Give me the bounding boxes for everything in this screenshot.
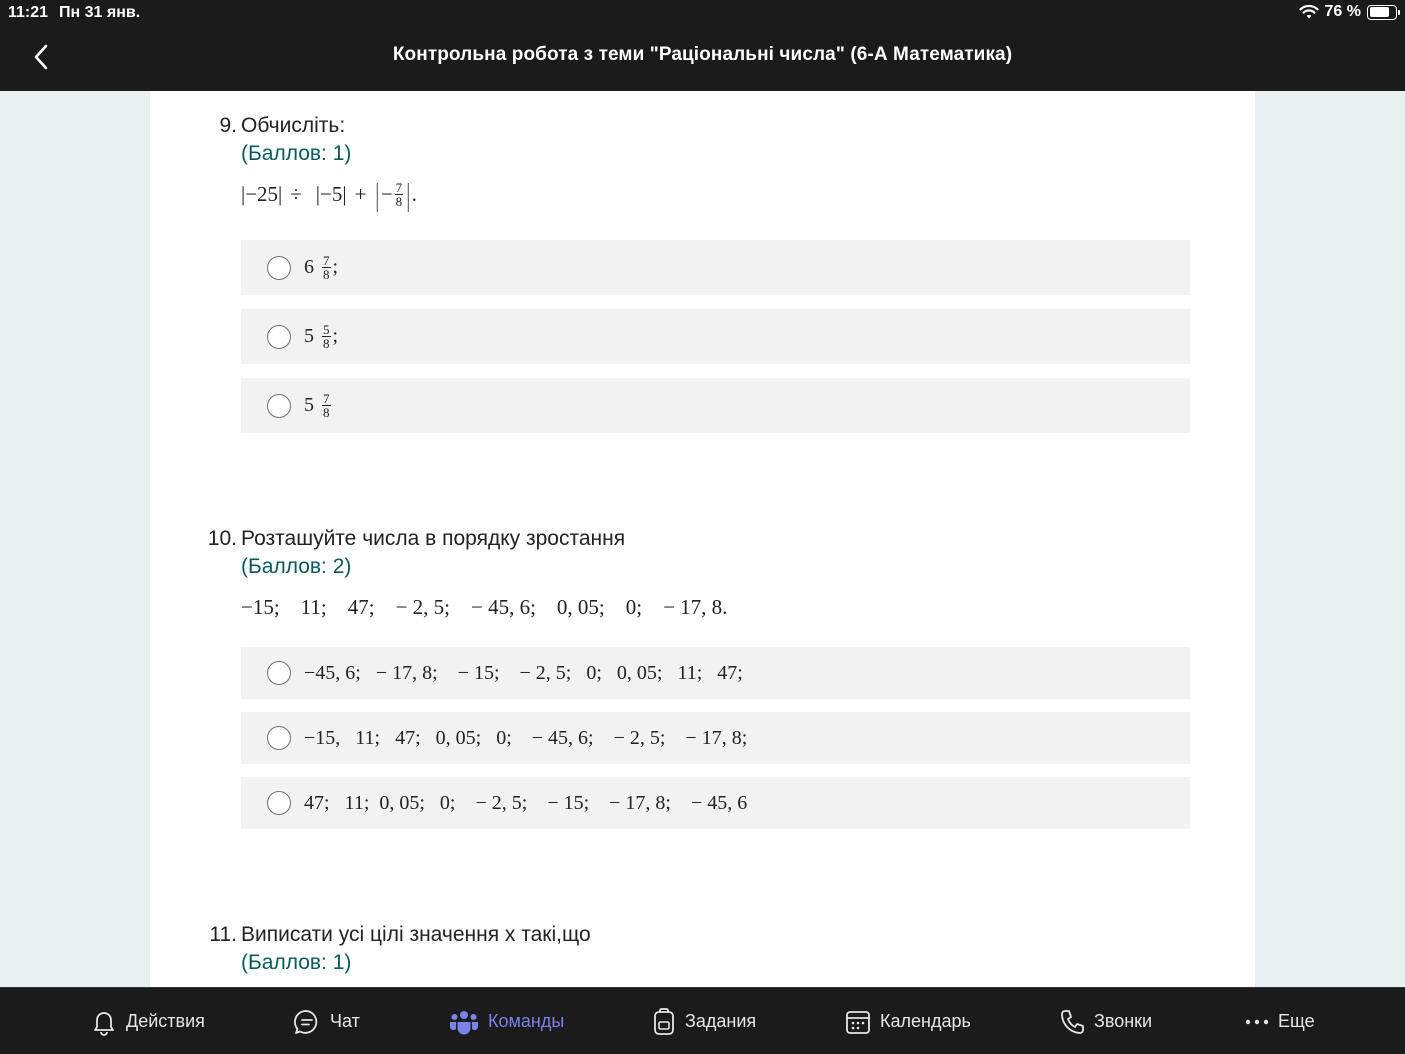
quiz-content[interactable] — [150, 91, 1255, 987]
battery-icon — [1367, 5, 1397, 20]
status-time: 11:21 — [8, 4, 49, 21]
question-text: Обчисліть: — [241, 114, 346, 137]
question-points: (Баллов: 2) — [241, 555, 352, 578]
nav-label: Действия — [126, 1011, 205, 1031]
option-label — [304, 323, 338, 350]
option-label: 47; 11; 0, 05; 0; − 2, 5; − 15; − 17, 8; − 45, 6 — [304, 791, 748, 814]
answer-option-9-1[interactable] — [241, 240, 1190, 295]
expr-divide: ÷ — [290, 181, 302, 206]
fraction-denominator: 8 — [395, 193, 403, 209]
wifi-icon — [1299, 4, 1319, 20]
nav-item-more[interactable] — [1245, 988, 1315, 1054]
calendar-icon — [845, 1009, 871, 1035]
abs-bar-right: | — [406, 176, 410, 212]
nav-item-assignments[interactable] — [652, 988, 756, 1054]
nav-label: Команды — [488, 1011, 565, 1031]
nav-item-teams[interactable] — [449, 988, 564, 1054]
nav-label: Звонки — [1094, 1011, 1153, 1031]
question-expression — [241, 176, 417, 212]
question-points: (Баллов: 1) — [241, 142, 352, 165]
fraction-denominator: 8 — [323, 267, 330, 282]
top-bar — [0, 0, 1405, 91]
fraction-denominator: 8 — [323, 336, 330, 351]
expr-minus: − — [380, 181, 393, 206]
chat-icon — [293, 1008, 321, 1036]
option-label — [304, 392, 333, 419]
fraction-denominator: 8 — [323, 405, 330, 420]
radio-button[interactable] — [267, 325, 291, 349]
fraction-numerator: 5 — [323, 322, 330, 337]
answer-option-9-2[interactable] — [241, 309, 1190, 364]
radio-button[interactable] — [267, 256, 291, 280]
battery-level — [1370, 7, 1389, 17]
option-fraction — [322, 323, 331, 350]
question-text: Виписати усі цілі значення х такі,що — [241, 923, 591, 946]
question-9 — [150, 91, 1255, 511]
status-date: Пн 31 янв. — [59, 4, 141, 21]
option-whole: 5 — [304, 325, 314, 347]
abs-bar-left: | — [376, 176, 380, 212]
question-number: 10. — [207, 527, 237, 550]
page-title: Контрольна робота з теми "Раціональні числа" (6-А Математика) — [392, 44, 1013, 65]
phone-icon — [1059, 1008, 1085, 1036]
question-11 — [150, 911, 1255, 987]
option-fraction — [322, 392, 331, 419]
teams-icon — [449, 1008, 479, 1036]
option-label: −45, 6; − 17, 8; − 15; − 2, 5; 0; 0, 05; 11; 47; — [304, 661, 743, 684]
question-text: Розташуйте числа в порядку зростання — [241, 527, 626, 550]
option-fraction — [322, 254, 331, 281]
backpack-icon — [652, 1007, 676, 1037]
option-label: −15, 11; 47; 0, 05; 0; − 45, 6; − 2, 5; − 17, 8; — [304, 726, 748, 749]
status-indicators — [1299, 3, 1397, 21]
nav-label: Чат — [330, 1011, 360, 1031]
radio-button[interactable] — [267, 394, 291, 418]
option-suffix: ; — [332, 256, 339, 278]
radio-button[interactable] — [267, 791, 291, 815]
expr-abs-25: |−25| — [241, 181, 283, 206]
battery-percent: 76 % — [1324, 3, 1361, 20]
expr-plus: + — [354, 181, 367, 206]
option-whole: 5 — [304, 394, 314, 416]
question-10 — [150, 511, 1255, 861]
nav-label: Еще — [1278, 1011, 1315, 1031]
nav-label: Календарь — [880, 1011, 971, 1031]
fraction-numerator: 7 — [395, 179, 403, 195]
question-number: 11. — [209, 923, 237, 946]
answer-option-10-2[interactable] — [241, 712, 1190, 764]
more-icon — [1245, 1009, 1269, 1035]
radio-button[interactable] — [267, 726, 291, 750]
bottom-navigation — [0, 987, 1405, 1054]
nav-label: Задания — [685, 1011, 757, 1031]
answer-option-10-1[interactable] — [241, 647, 1190, 699]
option-label — [304, 254, 338, 281]
nav-item-chat[interactable] — [293, 988, 360, 1054]
bell-icon — [91, 1008, 117, 1036]
answer-option-10-3[interactable] — [241, 777, 1190, 829]
nav-item-activity[interactable] — [91, 988, 205, 1054]
fraction-numerator: 7 — [323, 391, 330, 406]
nav-item-calendar[interactable] — [845, 988, 971, 1054]
expr-end: . — [411, 181, 417, 206]
expr-fraction — [395, 181, 404, 208]
nav-item-calls[interactable] — [1059, 988, 1152, 1054]
question-expression: −15; 11; 47; − 2, 5; − 45, 6; 0, 05; 0; − 17, 8. — [241, 595, 728, 619]
expr-abs-5: |−5| — [315, 181, 347, 206]
question-points: (Баллов: 1) — [241, 951, 352, 974]
fraction-numerator: 7 — [323, 253, 330, 268]
option-whole: 6 — [304, 256, 314, 278]
question-number: 9. — [219, 114, 237, 137]
answer-option-9-3[interactable] — [241, 378, 1190, 433]
radio-button[interactable] — [267, 661, 291, 685]
option-suffix: ; — [332, 325, 339, 347]
